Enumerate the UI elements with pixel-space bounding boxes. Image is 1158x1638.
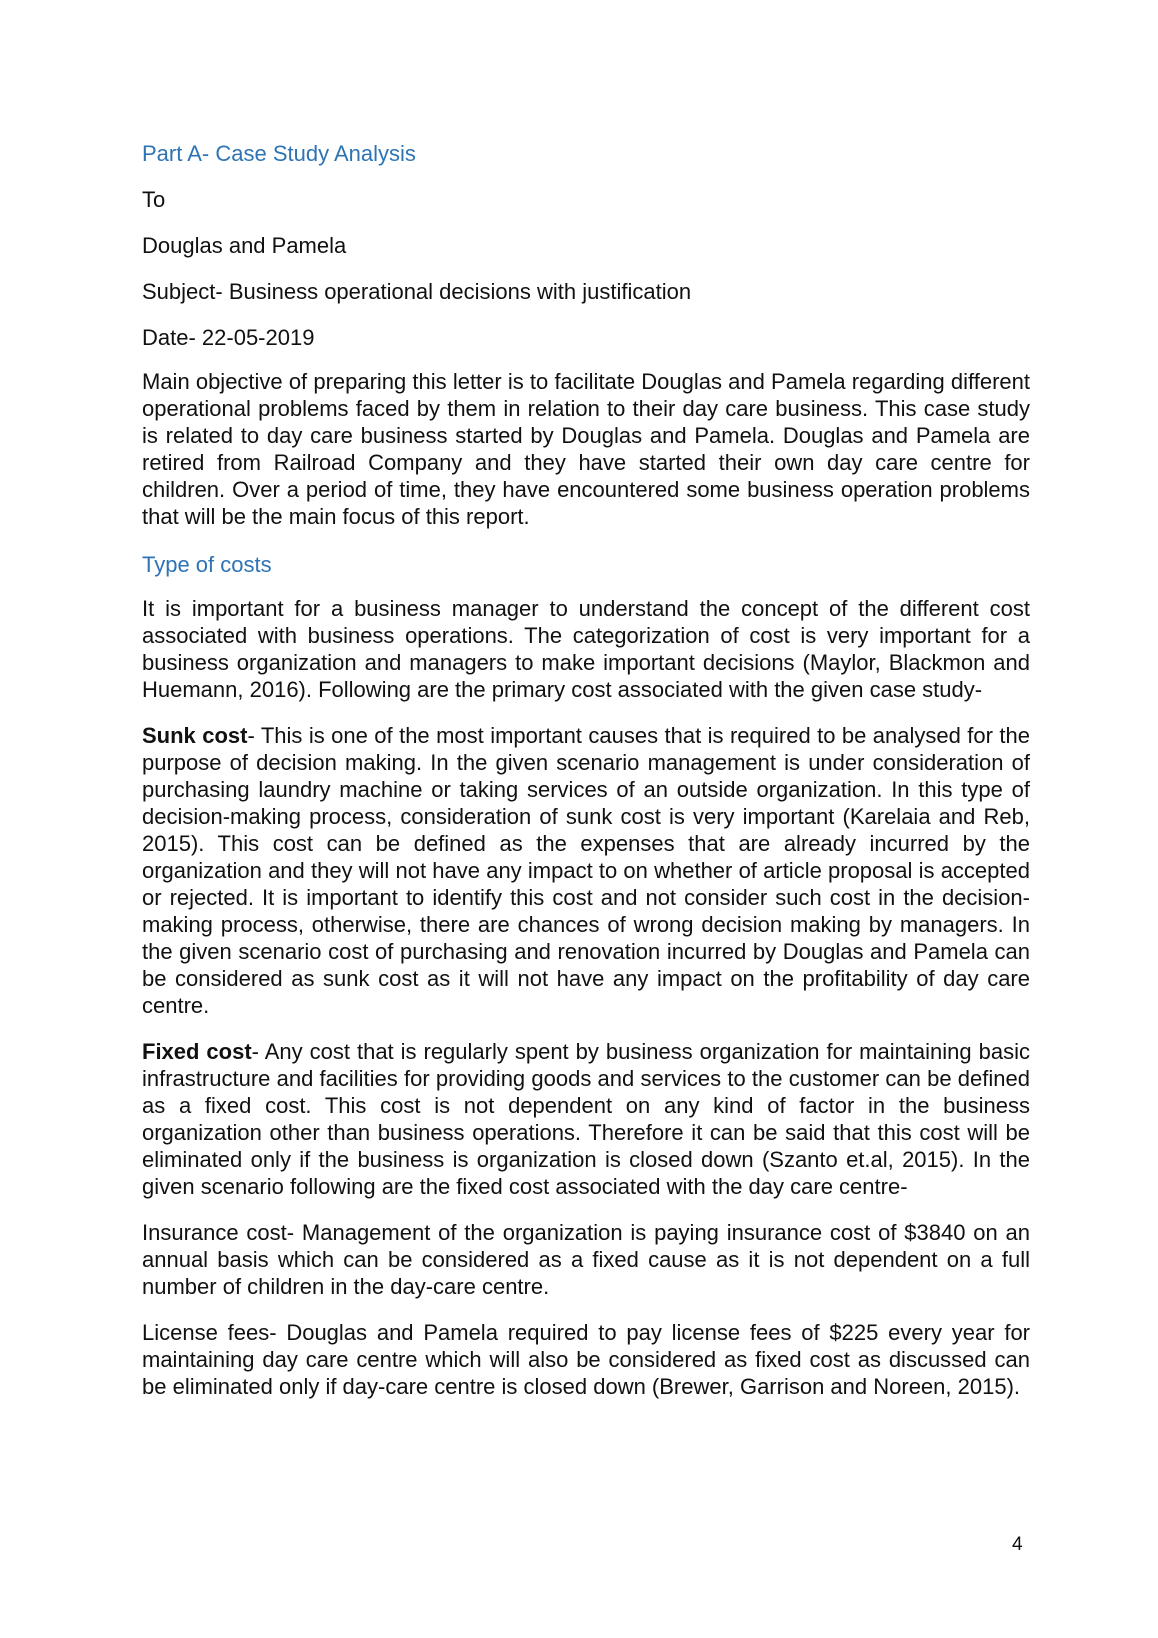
- to-label: To: [142, 187, 166, 212]
- fixed-cost-text: - Any cost that is regularly spent by business organization for maintaining basic infrastructure and facilities for providing goods and services to the customer can be defined as a fixed cost. This cost is not dependent on any kind of factor in the business organization other than business operations. Therefore it can be said that this cost will be eliminated only if the business is organization is closed down (Szanto et.al, 2015). In the given scenario following are the fixed cost associated with the day care centre-: [142, 1039, 1030, 1199]
- fixed-cost-paragraph: [142, 1038, 1030, 1200]
- recipients: Douglas and Pamela: [142, 233, 347, 258]
- costs-intro-paragraph: It is important for a business manager to understand the concept of the different cost associated with business operations. The categorization of cost is very important for a business organization and managers to make important decisions (Maylor, Blackmon and Huemann, 2016). Following are the primary cost associated with the given case study-: [142, 596, 1030, 702]
- insurance-paragraph: Insurance cost- Management of the organization is paying insurance cost of $3840 on an annual basis which can be considered as a fixed cause as it is not dependent on a full number of children in the day-care centre.: [142, 1220, 1030, 1299]
- subject-line: Subject- Business operational decisions with justification: [142, 279, 692, 304]
- date-line: Date- 22-05-2019: [142, 325, 315, 350]
- license-paragraph: License fees- Douglas and Pamela required to pay license fees of $225 every year for maintaining day care centre which will also be considered as fixed cost as discussed can be eliminated only if day-care centre is closed down (Brewer, Garrison and Noreen, 2015).: [142, 1320, 1030, 1399]
- heading-part-a: Part A- Case Study Analysis: [142, 141, 416, 166]
- intro-paragraph: Main objective of preparing this letter is to facilitate Douglas and Pamela regarding different operational problems faced by them in relation to their day care business. This case study is related to day care business started by Douglas and Pamela. Douglas and Pamela are retired from Railroad Company and they have started their own day care centre for children. Over a period of time, they have encountered some business operation problems that will be the main focus of this report.: [142, 369, 1030, 529]
- sunk-cost-paragraph: [142, 722, 1030, 1019]
- document-page: [142, 138, 1030, 1419]
- fixed-cost-term: Fixed cost: [142, 1039, 252, 1064]
- page-number: 4: [1012, 1534, 1023, 1555]
- sunk-cost-term: Sunk cost: [142, 723, 248, 748]
- sunk-cost-text: - This is one of the most important causes that is required to be analysed for the purpose of decision making. In the given scenario management is under consideration of purchasing laundry machine or taking services of an outside organization. In this type of decision-making process, consideration of sunk cost is very important (Karelaia and Reb, 2015). This cost can be defined as the expenses that are already incurred by the organization and they will not have any impact to on whether of article proposal is accepted or rejected. It is important to identify this cost and not consider such cost in the decision-making process, otherwise, there are chances of wrong decision making by managers. In the given scenario cost of purchasing and renovation incurred by Douglas and Pamela can be considered as sunk cost as it will not have any impact on the profitability of day care centre.: [142, 723, 1030, 1018]
- heading-type-of-costs: Type of costs: [142, 552, 272, 577]
